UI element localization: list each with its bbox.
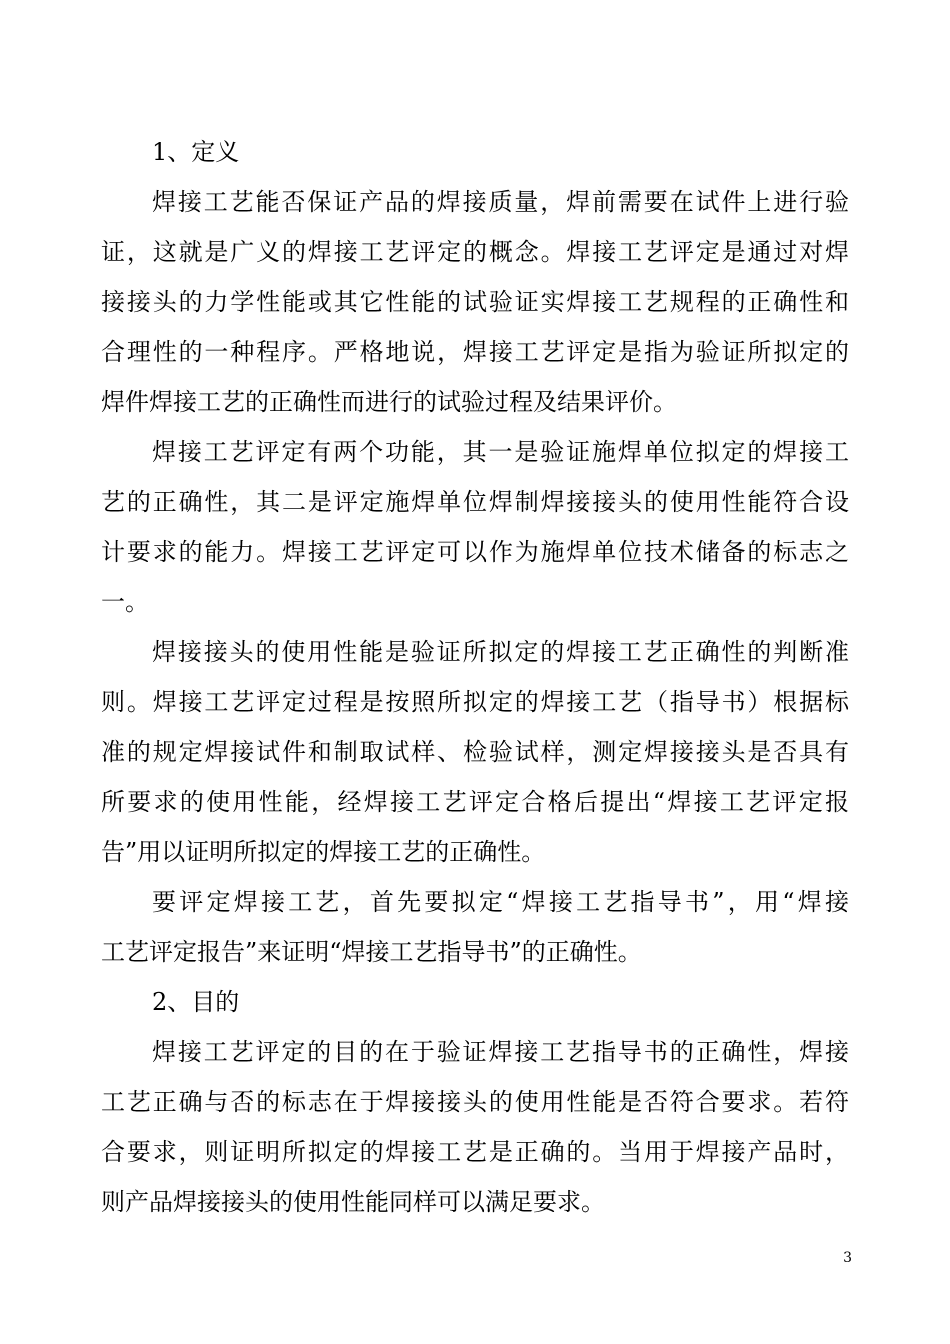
paragraph-line: 艺的正确性，其二是评定施焊单位焊制焊接接头的使用性能符合设	[101, 488, 849, 516]
paragraph-line: 计要求的能力。焊接工艺评定可以作为施焊单位技术储备的标志之	[101, 538, 849, 566]
paragraph-line: 焊接工艺能否保证产品的焊接质量，焊前需要在试件上进行验	[152, 188, 849, 216]
paragraph-line: 一。	[101, 588, 149, 616]
paragraph-line: 证，这就是广义的焊接工艺评定的概念。焊接工艺评定是通过对焊	[101, 238, 849, 266]
paragraph-line: 焊接工艺评定的目的在于验证焊接工艺指导书的正确性，焊接	[152, 1038, 849, 1066]
paragraph-line: 则产品焊接接头的使用性能同样可以满足要求。	[101, 1188, 605, 1216]
paragraph-line: 工艺评定报告”来证明“焊接工艺指导书”的正确性。	[101, 938, 642, 966]
page-number: 3	[843, 1250, 852, 1266]
paragraph-line: 要评定焊接工艺，首先要拟定“焊接工艺指导书”，用“焊接	[152, 888, 849, 916]
paragraph-line: 则。焊接工艺评定过程是按照所拟定的焊接工艺（指导书）根据标	[101, 688, 849, 716]
paragraph-line: 合理性的一种程序。严格地说，焊接工艺评定是指为验证所拟定的	[101, 338, 849, 366]
paragraph-line: 合要求，则证明所拟定的焊接工艺是正确的。当用于焊接产品时，	[101, 1138, 849, 1166]
section-heading-definition: 1、定义	[152, 138, 240, 166]
paragraph-line: 焊接接头的使用性能是验证所拟定的焊接工艺正确性的判断准	[152, 638, 849, 666]
paragraph-line: 焊接工艺评定有两个功能，其一是验证施焊单位拟定的焊接工	[152, 438, 849, 466]
paragraph-line: 所要求的使用性能，经焊接工艺评定合格后提出“焊接工艺评定报	[101, 788, 849, 816]
paragraph-line: 工艺正确与否的标志在于焊接接头的使用性能是否符合要求。若符	[101, 1088, 849, 1116]
paragraph-line: 焊件焊接工艺的正确性而进行的试验过程及结果评价。	[101, 388, 677, 416]
paragraph-line: 准的规定焊接试件和制取试样、检验试样，测定焊接接头是否具有	[101, 738, 849, 766]
paragraph-line: 告”用以证明所拟定的焊接工艺的正确性。	[101, 838, 546, 866]
paragraph-line: 接接头的力学性能或其它性能的试验证实焊接工艺规程的正确性和	[101, 288, 849, 316]
section-heading-purpose: 2、目的	[152, 988, 240, 1016]
